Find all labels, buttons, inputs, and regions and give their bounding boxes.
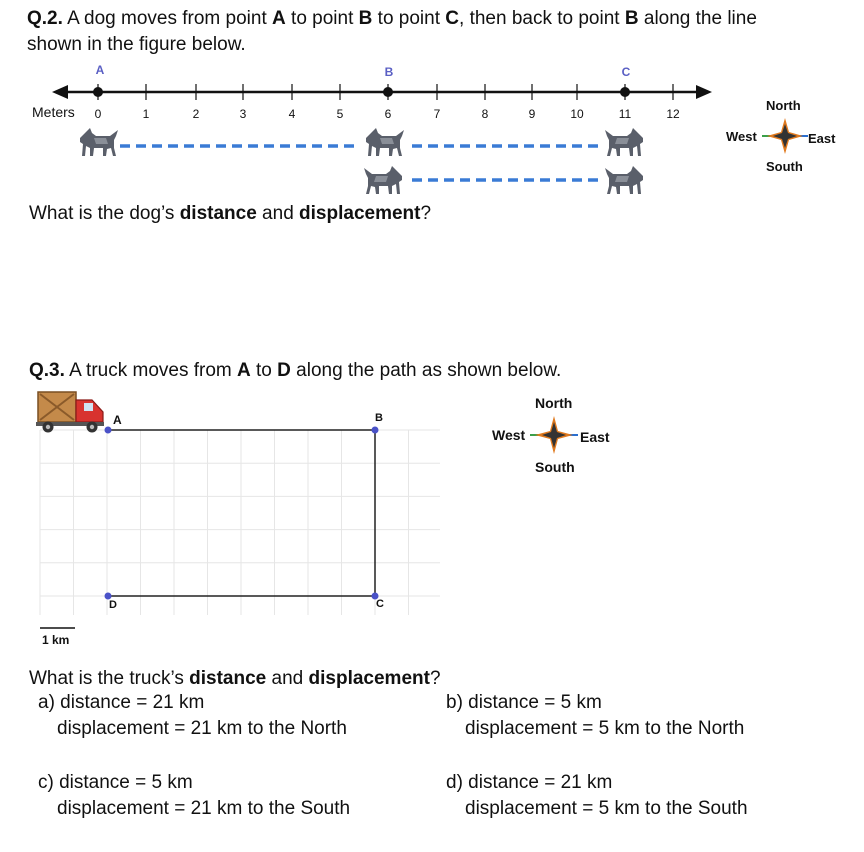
dog-icon bbox=[76, 124, 120, 158]
point-a-dot bbox=[105, 427, 112, 434]
option-b-displacement[interactable]: displacement = 5 km to the North bbox=[465, 718, 745, 739]
tick-label: 6 bbox=[384, 107, 392, 121]
q2-point-b-ref: B bbox=[624, 8, 639, 29]
dog-icon bbox=[362, 124, 406, 158]
grid-figure bbox=[0, 380, 460, 650]
q3-prompt bbox=[29, 666, 441, 692]
point-b-dot bbox=[383, 87, 393, 97]
compass-west: West bbox=[492, 427, 526, 443]
q2-text: along the line bbox=[638, 8, 757, 29]
q2-prompt-text: ? bbox=[420, 203, 432, 224]
q2-prompt-text: What is the dog’s bbox=[29, 203, 180, 224]
q2-text: A dog moves from point bbox=[67, 8, 273, 29]
tick-label: 5 bbox=[336, 107, 344, 121]
compass-north: North bbox=[535, 395, 573, 411]
label-b: B bbox=[384, 65, 394, 79]
option-d-distance[interactable]: d) distance = 21 km bbox=[446, 772, 613, 793]
dog-icon bbox=[362, 162, 406, 196]
q2-displacement-word: displacement bbox=[299, 203, 421, 224]
tick-label: 1 bbox=[142, 107, 150, 121]
q3-prompt-text: What is the truck’s bbox=[29, 668, 190, 689]
truck-icon bbox=[36, 392, 104, 433]
right-arrow-icon bbox=[696, 85, 712, 99]
option-d-displacement[interactable]: displacement = 5 km to the South bbox=[465, 798, 748, 819]
grid-map bbox=[0, 380, 460, 650]
point-c-dot bbox=[620, 87, 630, 97]
tick-label: 0 bbox=[94, 107, 102, 121]
point-b-dot bbox=[372, 427, 379, 434]
tick-label: 7 bbox=[433, 107, 441, 121]
q3-prompt-text: ? bbox=[429, 668, 441, 689]
tick-label: 8 bbox=[481, 107, 489, 121]
q2-text: to point bbox=[372, 8, 446, 29]
dog-icon bbox=[603, 162, 647, 196]
compass-q2 bbox=[724, 96, 844, 176]
grid-label-d: D bbox=[109, 599, 117, 611]
q3-text: A truck moves from bbox=[64, 360, 238, 381]
q3-number: Q.3. bbox=[29, 360, 65, 381]
label-a: A bbox=[95, 63, 105, 77]
tick-label: 9 bbox=[528, 107, 536, 121]
compass-north: North bbox=[766, 98, 801, 113]
q2-text: , then back to point bbox=[459, 8, 625, 29]
axis-label: Meters bbox=[32, 104, 75, 120]
tick-label: 3 bbox=[239, 107, 247, 121]
grid-label-a: A bbox=[113, 413, 122, 427]
tick-label: 2 bbox=[192, 107, 200, 121]
option-c-displacement[interactable]: displacement = 21 km to the South bbox=[57, 798, 351, 819]
q3-point-a-ref: A bbox=[237, 360, 251, 381]
tick-label: 12 bbox=[666, 107, 680, 121]
q3-prompt-text: and bbox=[266, 668, 309, 689]
grid-label-b: B bbox=[375, 412, 383, 424]
q3-point-d-ref: D bbox=[277, 360, 291, 381]
compass-rose-icon bbox=[530, 414, 578, 456]
q3-text: to bbox=[250, 360, 278, 381]
compass-west: West bbox=[726, 129, 757, 144]
q2-point-a-ref: A bbox=[272, 8, 286, 29]
option-b-distance[interactable]: b) distance = 5 km bbox=[446, 692, 602, 713]
compass-south: South bbox=[766, 159, 803, 174]
q2-text: to point bbox=[285, 8, 359, 29]
q3-distance-word: distance bbox=[189, 668, 267, 689]
option-c-distance[interactable]: c) distance = 5 km bbox=[38, 772, 193, 793]
scale-label: 1 km bbox=[42, 633, 70, 647]
q2-prompt bbox=[29, 201, 431, 227]
q2-point-b-ref: B bbox=[358, 8, 373, 29]
compass-south: South bbox=[535, 459, 575, 475]
compass-rose-icon bbox=[762, 116, 808, 156]
compass-east: East bbox=[808, 131, 836, 146]
tick-label: 11 bbox=[618, 107, 632, 121]
option-a-displacement[interactable]: displacement = 21 km to the North bbox=[57, 718, 347, 739]
point-a-dot bbox=[93, 87, 103, 97]
tick-label: 4 bbox=[288, 107, 296, 121]
q2-text-line2: shown in the figure below. bbox=[27, 34, 246, 55]
compass-q3 bbox=[490, 392, 620, 480]
tick-label: 10 bbox=[570, 107, 584, 121]
q2-prompt-text: and bbox=[256, 203, 300, 224]
q2-number: Q.2. bbox=[27, 8, 63, 29]
q3-displacement-word: displacement bbox=[308, 668, 430, 689]
label-c: C bbox=[621, 65, 631, 79]
q2-point-c-ref: C bbox=[445, 8, 460, 29]
grid-label-c: C bbox=[376, 598, 384, 610]
compass-east: East bbox=[580, 429, 610, 445]
option-a-distance[interactable]: a) distance = 21 km bbox=[38, 692, 205, 713]
left-arrow-icon bbox=[52, 85, 68, 99]
q3-text: along the path as shown below. bbox=[290, 360, 562, 381]
q2-distance-word: distance bbox=[179, 203, 257, 224]
dog-icon bbox=[603, 124, 647, 158]
